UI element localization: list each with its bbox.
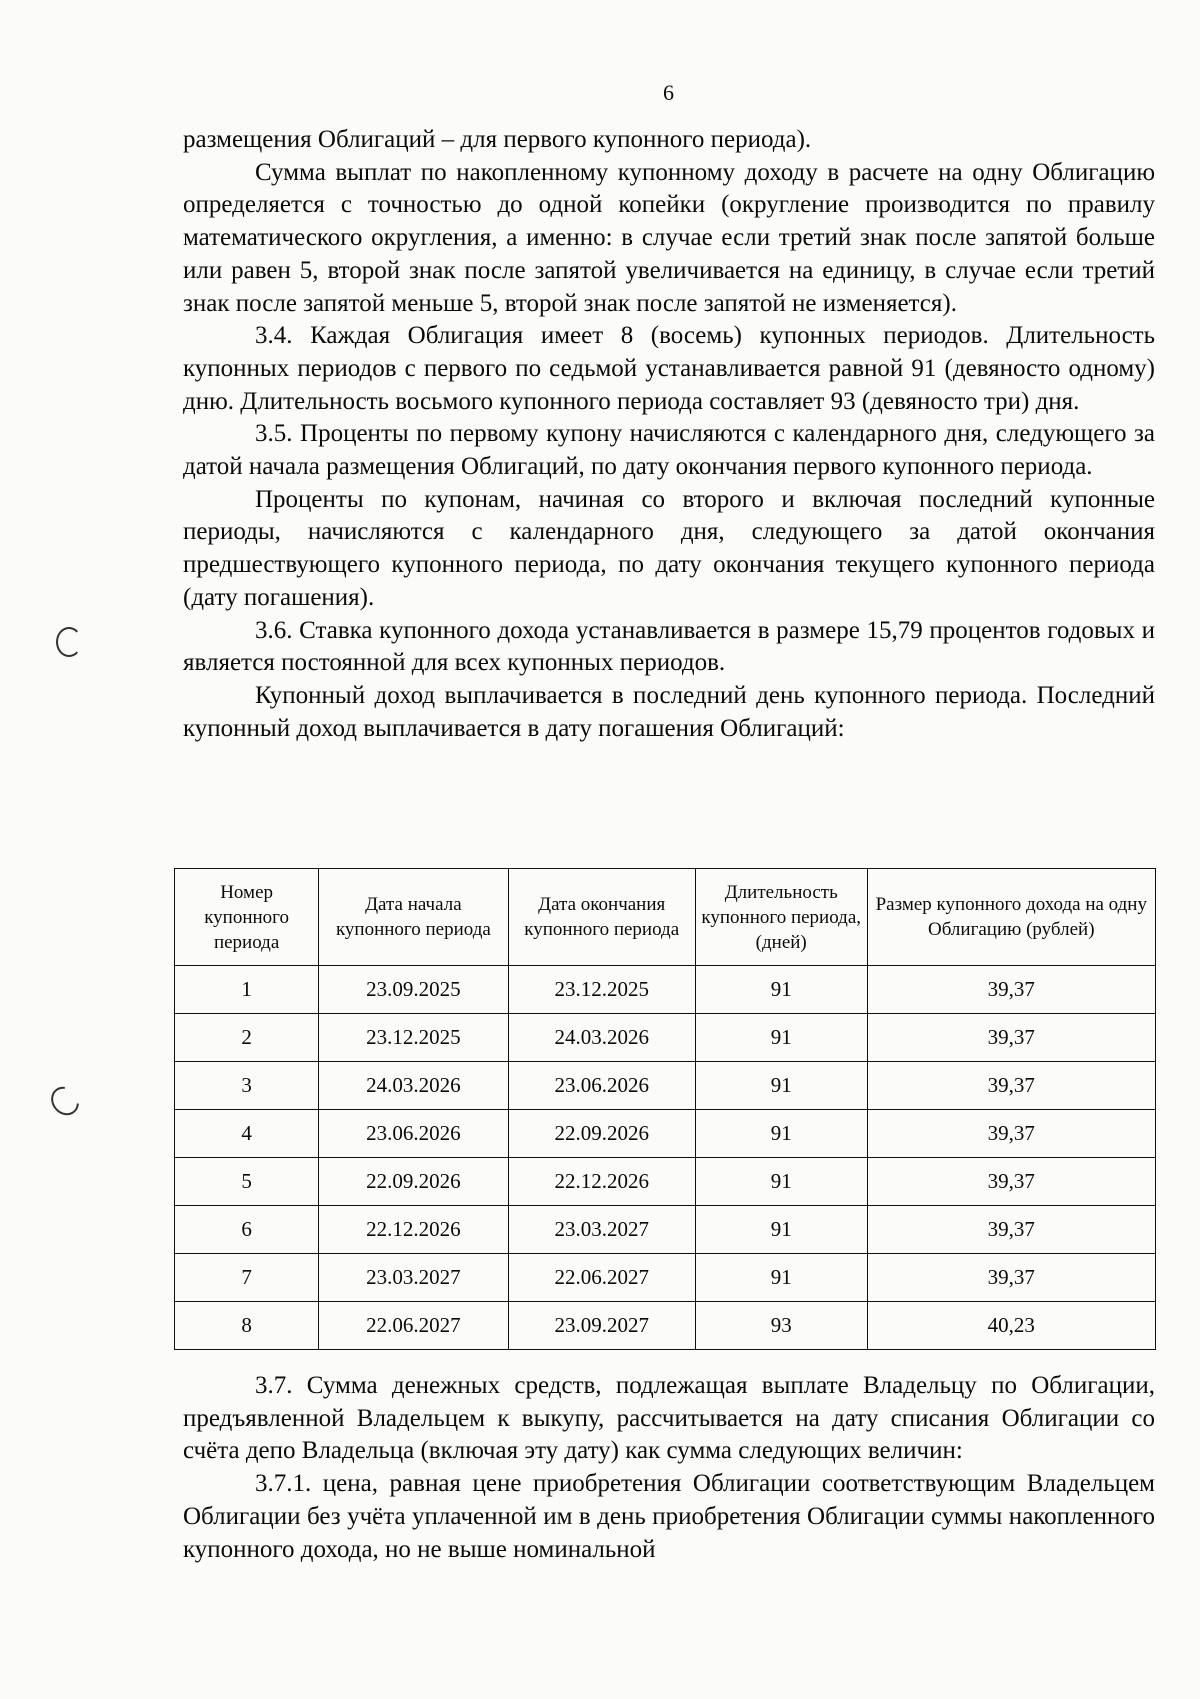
cell-coupon-number: 6 (175, 1206, 319, 1254)
cell-duration: 91 (695, 1062, 867, 1110)
cell-start-date: 22.06.2027 (319, 1302, 508, 1350)
paragraph-rounding-rule: Сумма выплат по накопленному купонному доходу в расчете на одну Облигацию определяется с точностью до одной копейки (округление производится по правилу математического округления, а именно: в случае если третий знак после запятой больше или равен 5, второй знак после запятой увеличивается на единицу, в случае если третий знак после запятой меньше 5, второй знак после запятой не изменяется). (183, 158, 1155, 317)
cell-start-date: 22.12.2026 (319, 1206, 508, 1254)
cell-duration: 91 (695, 1014, 867, 1062)
margin-punch-hole-mark (45, 1081, 84, 1121)
table-row (175, 1254, 1156, 1302)
cell-coupon-amount: 39,37 (867, 1254, 1155, 1302)
header-duration: Длительность купонного периода, (дней) (695, 869, 867, 966)
table-header-row (175, 869, 1156, 966)
cell-duration: 91 (695, 1254, 867, 1302)
cell-start-date: 23.09.2025 (319, 966, 508, 1014)
cell-start-date: 23.03.2027 (319, 1254, 508, 1302)
cell-coupon-amount: 39,37 (867, 966, 1155, 1014)
cell-duration: 93 (695, 1302, 867, 1350)
table-row (175, 1302, 1156, 1350)
cell-start-date: 22.09.2026 (319, 1158, 508, 1206)
paragraph-3-7: 3.7. Сумма денежных средств, подлежащая выплате Владельцу по Облигации, предъявленной Владельцем к выкупу, рассчитывается на дату списания Облигации со счёта депо Владельца (включая эту дату) как сумма следующих величин: (183, 1372, 1155, 1465)
table-row (175, 1158, 1156, 1206)
paragraph-3-7-1: 3.7.1. цена, равная цене приобретения Облигации соответствующим Владельцем Облигации без учёта уплаченной им в день приобретения Облигации суммы накопленного купонного дохода, но не выше номинальной (183, 1470, 1155, 1563)
table-row (175, 966, 1156, 1014)
cell-coupon-amount: 39,37 (867, 1206, 1155, 1254)
table-row (175, 1206, 1156, 1254)
cell-start-date: 23.12.2025 (319, 1014, 508, 1062)
header-coupon-number: Номер купонного периода (175, 869, 319, 966)
cell-end-date: 23.06.2026 (508, 1062, 695, 1110)
cell-end-date: 22.12.2026 (508, 1158, 695, 1206)
page-number: 6 (663, 80, 674, 105)
cell-start-date: 24.03.2026 (319, 1062, 508, 1110)
paragraph-3-5-cont: Проценты по купонам, начиная со второго и включая последний купонные периоды, начисляются с календарного дня, следующего за датой окончания предшествующего купонного периода, по дату окончания текущего купонного периода (дату погашения). (183, 485, 1155, 611)
cell-coupon-amount: 39,37 (867, 1158, 1155, 1206)
paragraph-3-6-cont: Купонный доход выплачивается в последний день купонного периода. Последний купонный доход выплачивается в дату погашения Облигаций: (183, 681, 1155, 742)
paragraph-3-6: 3.6. Ставка купонного дохода устанавливается в размере 15,79 процентов годовых и является постоянной для всех купонных периодов. (183, 616, 1155, 677)
cell-end-date: 23.03.2027 (508, 1206, 695, 1254)
header-start-date: Дата начала купонного периода (319, 869, 508, 966)
cell-coupon-number: 4 (175, 1110, 319, 1158)
table-row (175, 1014, 1156, 1062)
cell-duration: 91 (695, 1158, 867, 1206)
cell-coupon-amount: 39,37 (867, 1110, 1155, 1158)
cell-coupon-number: 2 (175, 1014, 319, 1062)
table-row (175, 1062, 1156, 1110)
cell-coupon-number: 1 (175, 966, 319, 1014)
header-end-date: Дата окончания купонного периода (508, 869, 695, 966)
cell-duration: 91 (695, 1206, 867, 1254)
cell-duration: 91 (695, 1110, 867, 1158)
cell-end-date: 22.06.2027 (508, 1254, 695, 1302)
cell-coupon-amount: 39,37 (867, 1014, 1155, 1062)
body-text-top (183, 124, 1155, 745)
cell-coupon-number: 7 (175, 1254, 319, 1302)
body-text-bottom (183, 1370, 1155, 1566)
coupon-schedule-table (174, 868, 1156, 1350)
cell-coupon-number: 3 (175, 1062, 319, 1110)
cell-start-date: 23.06.2026 (319, 1110, 508, 1158)
header-coupon-amount: Размер купонного дохода на одну Облигацию (рублей) (867, 869, 1155, 966)
paragraph-continuation: размещения Облигаций – для первого купонного периода). (183, 126, 812, 153)
margin-punch-hole-mark (56, 627, 82, 657)
cell-end-date: 23.12.2025 (508, 966, 695, 1014)
cell-coupon-amount: 39,37 (867, 1062, 1155, 1110)
cell-duration: 91 (695, 966, 867, 1014)
cell-coupon-number: 8 (175, 1302, 319, 1350)
cell-end-date: 22.09.2026 (508, 1110, 695, 1158)
cell-end-date: 24.03.2026 (508, 1014, 695, 1062)
cell-coupon-number: 5 (175, 1158, 319, 1206)
paragraph-3-4: 3.4. Каждая Облигация имеет 8 (восемь) купонных периодов. Длительность купонных периодов с первого по седьмой устанавливается равной 91 (девяносто одному) дню. Длительность восьмого купонного периода составляет 93 (девяносто три) дня. (183, 322, 1155, 415)
cell-coupon-amount: 40,23 (867, 1302, 1155, 1350)
cell-end-date: 23.09.2027 (508, 1302, 695, 1350)
table-row (175, 1110, 1156, 1158)
paragraph-3-5: 3.5. Проценты по первому купону начисляются с календарного дня, следующего за датой начала размещения Облигаций, по дату окончания первого купонного периода. (183, 420, 1155, 481)
